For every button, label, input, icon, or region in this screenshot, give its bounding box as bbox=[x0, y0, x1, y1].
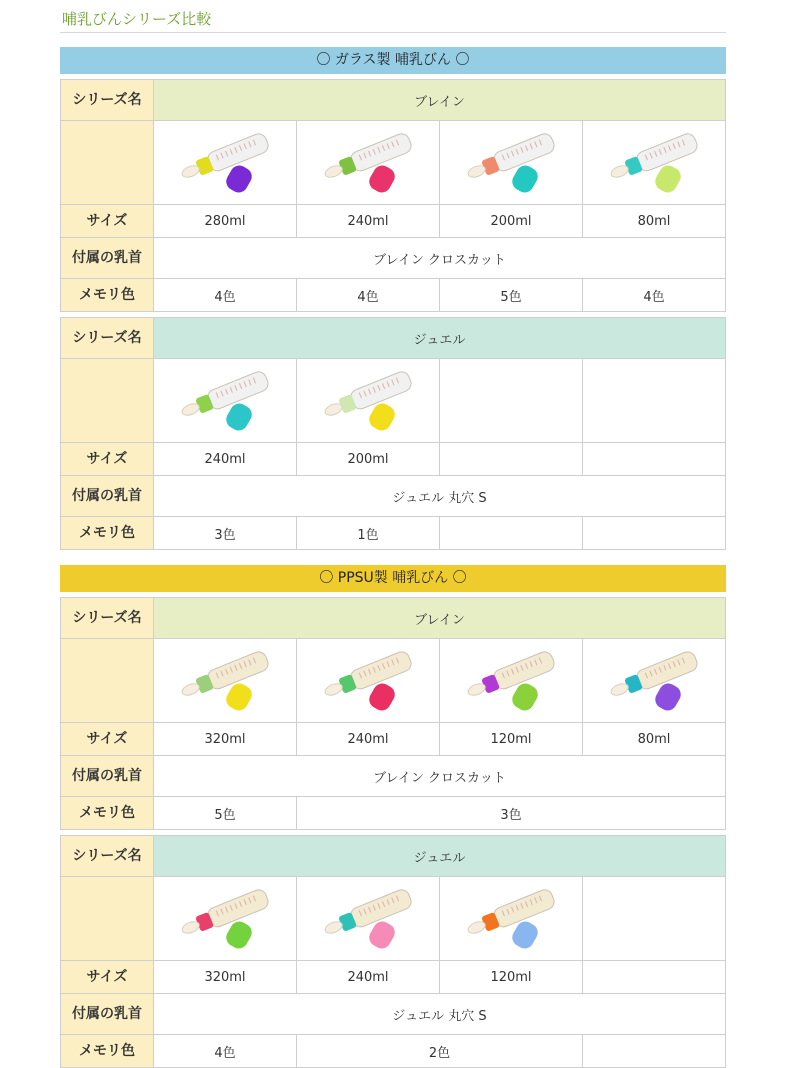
bottle-cell bbox=[154, 639, 297, 723]
size-cell bbox=[440, 443, 583, 476]
series-name: ブレイン bbox=[154, 80, 726, 121]
memory-cell: 2色 bbox=[297, 1035, 583, 1068]
size-cell: 120ml bbox=[440, 723, 583, 756]
row-label-nipple: 付属の乳首 bbox=[61, 238, 154, 279]
size-cell: 240ml bbox=[297, 205, 440, 238]
bottle-cell bbox=[297, 359, 440, 443]
comparison-table-glass-brain bbox=[60, 79, 726, 312]
size-cell: 200ml bbox=[440, 205, 583, 238]
size-cell: 120ml bbox=[440, 961, 583, 994]
bottle-cell bbox=[583, 639, 726, 723]
series-name: ジュエル bbox=[154, 318, 726, 359]
memory-cell: 5色 bbox=[440, 279, 583, 312]
bottle-cell bbox=[297, 121, 440, 205]
bottle-icon bbox=[313, 366, 423, 436]
size-cell: 240ml bbox=[297, 961, 440, 994]
nipple-cell: ブレイン クロスカット bbox=[154, 756, 726, 797]
bottle-cell bbox=[297, 877, 440, 961]
size-cell: 320ml bbox=[154, 723, 297, 756]
row-label-image bbox=[61, 877, 154, 961]
section-heading-ppsu: 〇 PPSU製 哺乳びん 〇 bbox=[60, 565, 726, 592]
row-label-memory: メモリ色 bbox=[61, 797, 154, 830]
nipple-cell: ジュエル 丸穴 S bbox=[154, 476, 726, 517]
series-name: ブレイン bbox=[154, 598, 726, 639]
memory-cell bbox=[583, 517, 726, 550]
row-label-nipple: 付属の乳首 bbox=[61, 756, 154, 797]
row-label-image bbox=[61, 121, 154, 205]
row-label-image bbox=[61, 639, 154, 723]
row-label-nipple: 付属の乳首 bbox=[61, 476, 154, 517]
memory-cell bbox=[583, 1035, 726, 1068]
comparison-table-ppsu-brain bbox=[60, 597, 726, 830]
bottle-cell bbox=[583, 877, 726, 961]
row-label-memory: メモリ色 bbox=[61, 1035, 154, 1068]
memory-cell: 4色 bbox=[297, 279, 440, 312]
bottle-icon bbox=[170, 884, 280, 954]
nipple-cell: ジュエル 丸穴 S bbox=[154, 994, 726, 1035]
title-divider bbox=[60, 32, 726, 33]
memory-cell: 4色 bbox=[154, 279, 297, 312]
bottle-icon bbox=[456, 646, 566, 716]
memory-cell bbox=[440, 517, 583, 550]
row-label-size: サイズ bbox=[61, 723, 154, 756]
row-label-series: シリーズ名 bbox=[61, 318, 154, 359]
bottle-icon bbox=[313, 884, 423, 954]
row-label-size: サイズ bbox=[61, 205, 154, 238]
bottle-icon bbox=[170, 128, 280, 198]
bottle-icon bbox=[456, 128, 566, 198]
bottle-cell bbox=[154, 121, 297, 205]
row-label-memory: メモリ色 bbox=[61, 279, 154, 312]
size-cell: 80ml bbox=[583, 205, 726, 238]
bottle-icon bbox=[313, 646, 423, 716]
bottle-cell bbox=[154, 359, 297, 443]
row-label-size: サイズ bbox=[61, 961, 154, 994]
bottle-cell bbox=[583, 121, 726, 205]
size-cell: 80ml bbox=[583, 723, 726, 756]
memory-cell: 4色 bbox=[154, 1035, 297, 1068]
nipple-cell: ブレイン クロスカット bbox=[154, 238, 726, 279]
row-label-series: シリーズ名 bbox=[61, 598, 154, 639]
row-label-series: シリーズ名 bbox=[61, 80, 154, 121]
bottle-icon bbox=[170, 366, 280, 436]
section-heading-glass: 〇 ガラス製 哺乳びん 〇 bbox=[60, 47, 726, 74]
size-cell: 240ml bbox=[297, 723, 440, 756]
row-label-nipple: 付属の乳首 bbox=[61, 994, 154, 1035]
memory-cell: 1色 bbox=[297, 517, 440, 550]
row-label-memory: メモリ色 bbox=[61, 517, 154, 550]
bottle-cell bbox=[297, 639, 440, 723]
size-cell bbox=[583, 961, 726, 994]
page-title: 哺乳びんシリーズ比較 bbox=[62, 10, 212, 28]
bottle-cell bbox=[440, 359, 583, 443]
bottle-cell bbox=[440, 639, 583, 723]
memory-cell: 5色 bbox=[154, 797, 297, 830]
bottle-cell bbox=[583, 359, 726, 443]
bottle-icon bbox=[599, 646, 709, 716]
row-label-size: サイズ bbox=[61, 443, 154, 476]
comparison-table-glass-jewel bbox=[60, 317, 726, 550]
size-cell: 320ml bbox=[154, 961, 297, 994]
size-cell: 240ml bbox=[154, 443, 297, 476]
comparison-table-ppsu-jewel bbox=[60, 835, 726, 1068]
bottle-icon bbox=[599, 128, 709, 198]
bottle-cell bbox=[440, 877, 583, 961]
bottle-icon bbox=[170, 646, 280, 716]
memory-cell: 3色 bbox=[154, 517, 297, 550]
size-cell: 280ml bbox=[154, 205, 297, 238]
memory-cell: 3色 bbox=[297, 797, 726, 830]
row-label-image bbox=[61, 359, 154, 443]
size-cell bbox=[583, 443, 726, 476]
series-name: ジュエル bbox=[154, 836, 726, 877]
bottle-cell bbox=[154, 877, 297, 961]
size-cell: 200ml bbox=[297, 443, 440, 476]
bottle-icon bbox=[456, 884, 566, 954]
bottle-icon bbox=[313, 128, 423, 198]
memory-cell: 4色 bbox=[583, 279, 726, 312]
bottle-cell bbox=[440, 121, 583, 205]
row-label-series: シリーズ名 bbox=[61, 836, 154, 877]
